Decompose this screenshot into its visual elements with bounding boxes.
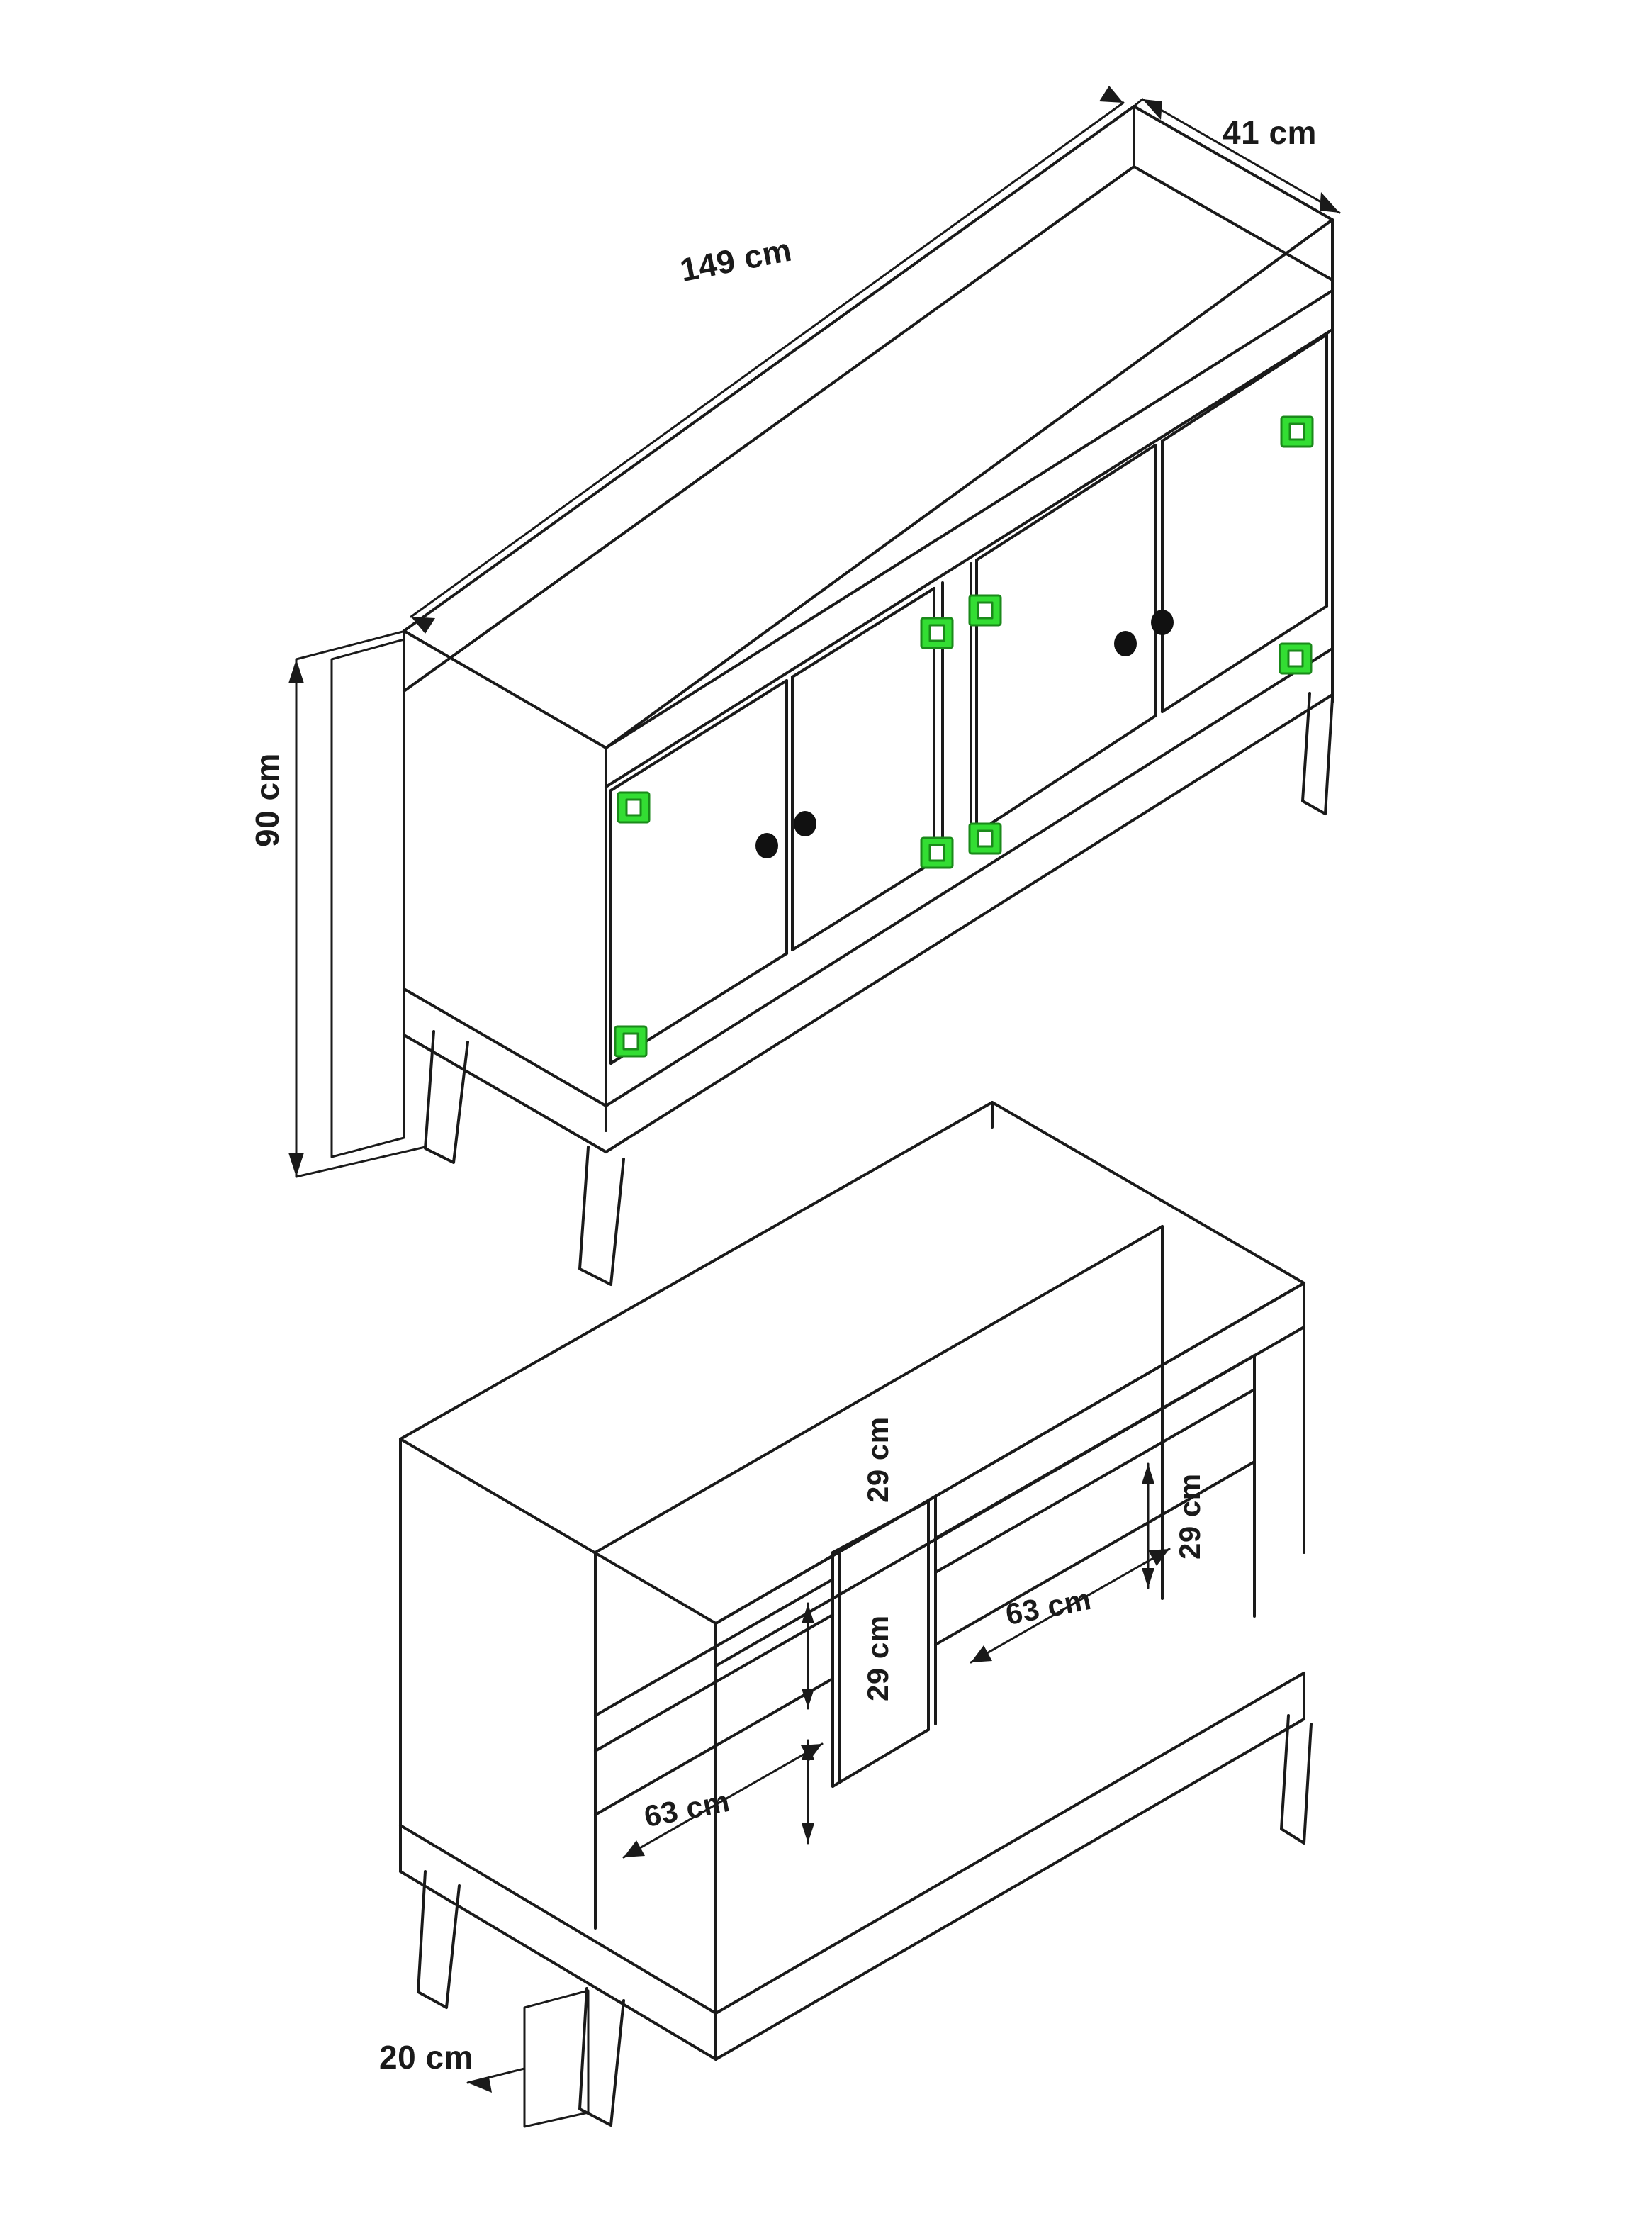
dimension-label-compartment-left: 63 cm bbox=[641, 1784, 733, 1834]
knob-group-closed bbox=[755, 610, 1174, 858]
knob-icon bbox=[794, 811, 816, 836]
hinge-icon bbox=[615, 1026, 646, 1056]
hinge-icon bbox=[970, 824, 1001, 854]
hinge-icon bbox=[921, 618, 953, 648]
knob-icon bbox=[1151, 610, 1174, 635]
knob-icon bbox=[755, 833, 778, 858]
dimension-label-width: 149 cm bbox=[677, 230, 795, 289]
sideboard-open-legs bbox=[418, 1716, 1311, 2125]
hinge-icon bbox=[1281, 417, 1313, 447]
dimension-label-depth: 41 cm bbox=[1223, 114, 1317, 151]
hinge-group-closed bbox=[615, 417, 1313, 1056]
dimension-label-shelf-right: 29 cm bbox=[1173, 1473, 1206, 1560]
hinge-icon bbox=[921, 838, 953, 868]
dimension-label-compartment-right: 63 cm bbox=[1003, 1582, 1094, 1632]
dimension-label-shelf-upper-left: 29 cm bbox=[861, 1416, 894, 1503]
sideboard-doors-closed bbox=[611, 335, 1327, 1063]
hinge-icon bbox=[618, 793, 649, 822]
sideboard-open-body bbox=[400, 1102, 1304, 2059]
hinge-icon bbox=[1280, 644, 1311, 673]
dimension-label-shelf-lower-left: 29 cm bbox=[861, 1615, 894, 1701]
dimension-label-leg-height: 20 cm bbox=[379, 2039, 473, 2076]
knob-icon bbox=[1114, 631, 1137, 656]
hinge-icon bbox=[970, 595, 1001, 625]
dimension-label-height: 90 cm bbox=[249, 753, 286, 847]
